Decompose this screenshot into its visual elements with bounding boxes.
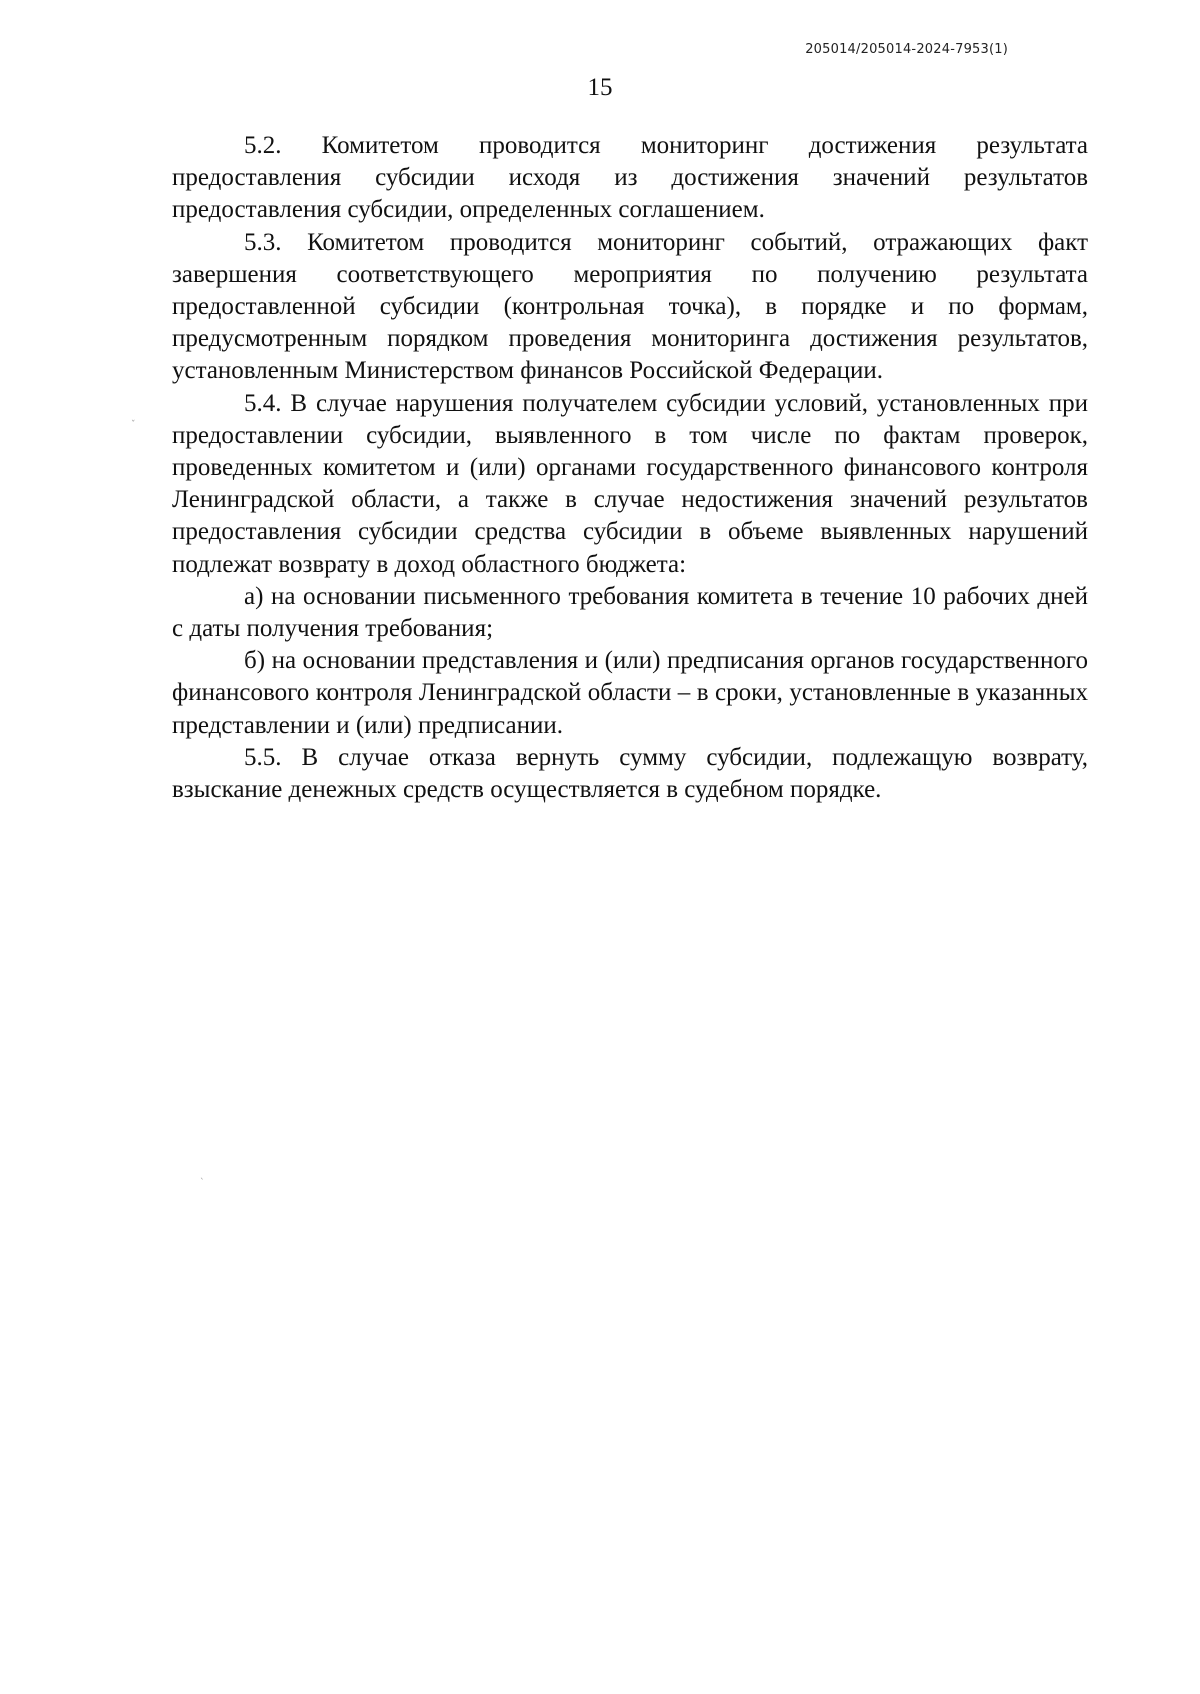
document-registration-number: 205014/205014-2024-7953(1) bbox=[805, 42, 1008, 57]
paragraph-5-4: 5.4. В случае нарушения получателем субсидии условий, установленных при предоставлении субсидии, выявленного в том числе по фактам проверок, проведенных комитетом и (или) органами государственного финансового контроля Ленинградской области, а также в случае недостижения значений результатов предоставления субсидии средства субсидии в объеме выявленных нарушений подлежат возврату в доход областного бюджета: bbox=[172, 389, 1088, 578]
paragraph-5-3: 5.3. Комитетом проводится мониторинг событий, отражающих факт завершения соответствующего мероприятия по получению результата предоставленной субсидии (контрольная точка), в порядке и по формам, предусмотренным порядком проведения мониторинга достижения результатов, установленным Министерством финансов Российской Федерации. bbox=[172, 228, 1088, 385]
scan-speck: ` bbox=[200, 1178, 205, 1188]
paragraph-5-2: 5.2. Комитетом проводится мониторинг достижения результата предоставления субсидии исходя из достижения значений результатов предоставления субсидии, определенных соглашением. bbox=[172, 132, 1088, 224]
scan-speck: ˇ bbox=[131, 420, 136, 430]
page-number: 15 bbox=[587, 74, 613, 101]
paragraph-5-5: 5.5. В случае отказа вернуть сумму субсидии, подлежащую возврату, взыскание денежных средств осуществляется в судебном порядке. bbox=[172, 743, 1088, 804]
paragraph-5-4-a: а) на основании письменного требования комитета в течение 10 рабочих дней с даты получения требования; bbox=[172, 582, 1088, 643]
paragraph-5-4-b: б) на основании представления и (или) предписания органов государственного финансового контроля Ленинградской области – в сроки, установленные в указанных представлении и (или) предписании. bbox=[172, 647, 1088, 739]
document-body bbox=[172, 130, 1088, 806]
